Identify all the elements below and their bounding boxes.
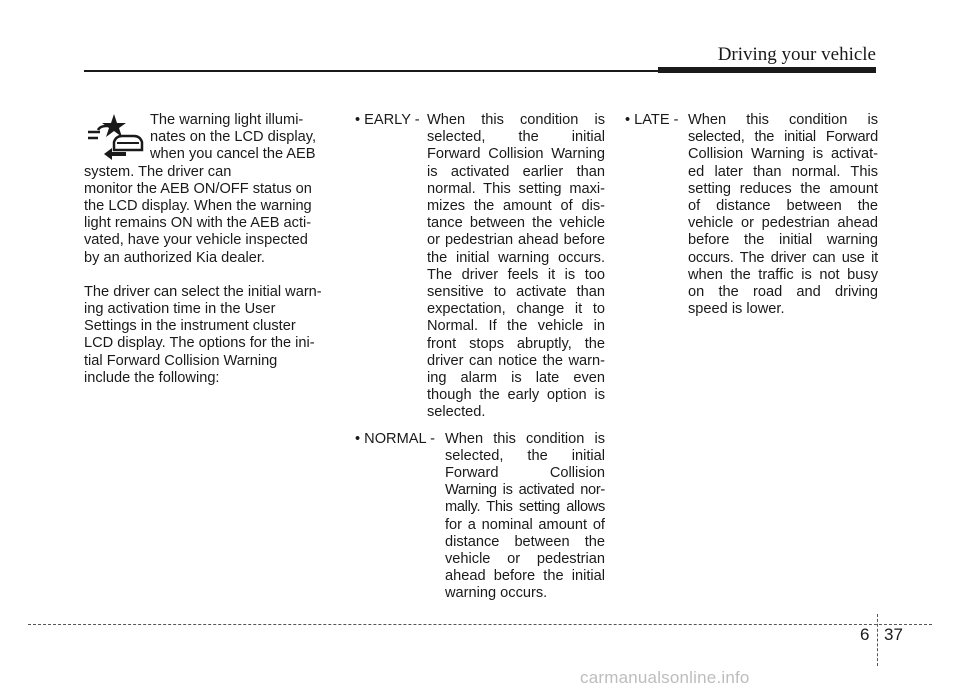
option-label: • EARLY -	[355, 112, 420, 128]
text-line: when the traffic is not busy	[688, 266, 878, 283]
intro-column	[84, 112, 334, 387]
option-early	[355, 112, 605, 422]
option-body	[445, 448, 605, 603]
text-line: vehicle or pedestrian	[445, 551, 605, 568]
text-line: before the initial warning	[688, 232, 878, 249]
text-line: vehicle or pedestrian ahead	[688, 215, 878, 232]
option-normal	[355, 431, 605, 603]
option-label: • NORMAL -	[355, 430, 435, 447]
text-line: system. The driver can	[84, 163, 232, 180]
late-column	[625, 112, 878, 318]
option-body	[427, 129, 605, 421]
text-line: speed is lower.	[688, 301, 785, 318]
text-line: selected.	[427, 404, 486, 421]
option-label: • LATE -	[625, 112, 679, 128]
text-line: selected, the initial Forward	[688, 129, 878, 146]
text-line: normal. This setting maxi-	[427, 180, 605, 197]
text-line: tial Forward Collision Warning	[84, 352, 278, 369]
text-line: front stops abruptly, the	[427, 335, 605, 352]
section-number: 6	[860, 625, 870, 644]
option-late	[625, 112, 878, 318]
header-rule	[84, 70, 658, 72]
text-line: the LCD display. When the warning	[84, 198, 312, 215]
aeb-warning-icon	[84, 112, 144, 162]
text-line: setting reduces the amount	[688, 180, 878, 197]
page-number-divider	[877, 614, 878, 666]
page-number: 37	[884, 625, 903, 644]
text-line: of distance between the	[688, 198, 878, 215]
text-line: vated, have your vehicle inspected	[84, 232, 308, 249]
text-line: Settings in the instrument cluster	[84, 318, 296, 335]
text-line: selected, the initial	[445, 447, 605, 464]
text-line: ing activation time in the User	[84, 301, 276, 318]
text-line: Warning is activated nor-	[445, 482, 605, 499]
text-line: include the following:	[84, 369, 220, 386]
text-line: Collision Warning is activat-	[688, 146, 878, 163]
text-line: sensitive to activate than	[427, 284, 605, 301]
text-line: mizes the amount of dis-	[427, 198, 605, 215]
section-title: Driving your vehicle	[717, 44, 876, 65]
text-line: the initial warning occurs.	[427, 249, 605, 266]
text-line: nates on the LCD display,	[150, 129, 317, 146]
text-line: The driver can select the initial warn-	[84, 283, 322, 300]
text-line: The driver feels it is too	[427, 266, 605, 283]
text-line: expectation, change it to	[427, 301, 605, 318]
header-rule-accent	[658, 67, 876, 73]
text-line: Forward Collision	[445, 465, 605, 482]
early-normal-column	[355, 112, 605, 603]
footer-rule	[28, 624, 932, 625]
option-first-line: When this condition is	[688, 112, 878, 128]
text-line: ed later than normal. This	[688, 163, 878, 180]
text-line: for a nominal amount of	[445, 516, 605, 533]
text-line: distance between the	[445, 533, 605, 550]
text-line: mally. This setting allows	[445, 499, 605, 516]
watermark: carmanualsonline.info	[580, 668, 750, 687]
text-line: or pedestrian ahead before	[427, 232, 605, 249]
text-line: is activated earlier than	[427, 163, 605, 180]
text-line: tance between the vehicle	[427, 215, 605, 232]
text-line: warning occurs.	[445, 585, 548, 602]
text-line: Forward Collision Warning	[427, 146, 605, 163]
text-line: by an authorized Kia dealer.	[84, 249, 265, 266]
text-line: ahead before the initial	[445, 568, 605, 585]
text-line: light remains ON with the AEB acti-	[84, 215, 312, 232]
text-line: though the early option is	[427, 387, 605, 404]
text-line: monitor the AEB ON/OFF status on	[84, 180, 312, 197]
options-intro-paragraph	[84, 284, 334, 387]
text-line: Normal. If the vehicle in	[427, 318, 605, 335]
text-line: when you cancel the AEB	[150, 146, 316, 163]
option-first-line: When this condition is	[445, 430, 605, 447]
text-line: on the road and driving	[688, 284, 878, 301]
text-line: The warning light illumi-	[150, 112, 304, 128]
text-line: driver can notice the warn-	[427, 352, 605, 369]
text-line: occurs. The driver can use it	[688, 249, 878, 266]
option-body	[688, 129, 878, 318]
text-line: ing alarm is late even	[427, 370, 605, 387]
text-line: selected, the initial	[427, 129, 605, 146]
option-first-line: When this condition is	[427, 112, 605, 128]
text-line: LCD display. The options for the ini-	[84, 335, 315, 352]
